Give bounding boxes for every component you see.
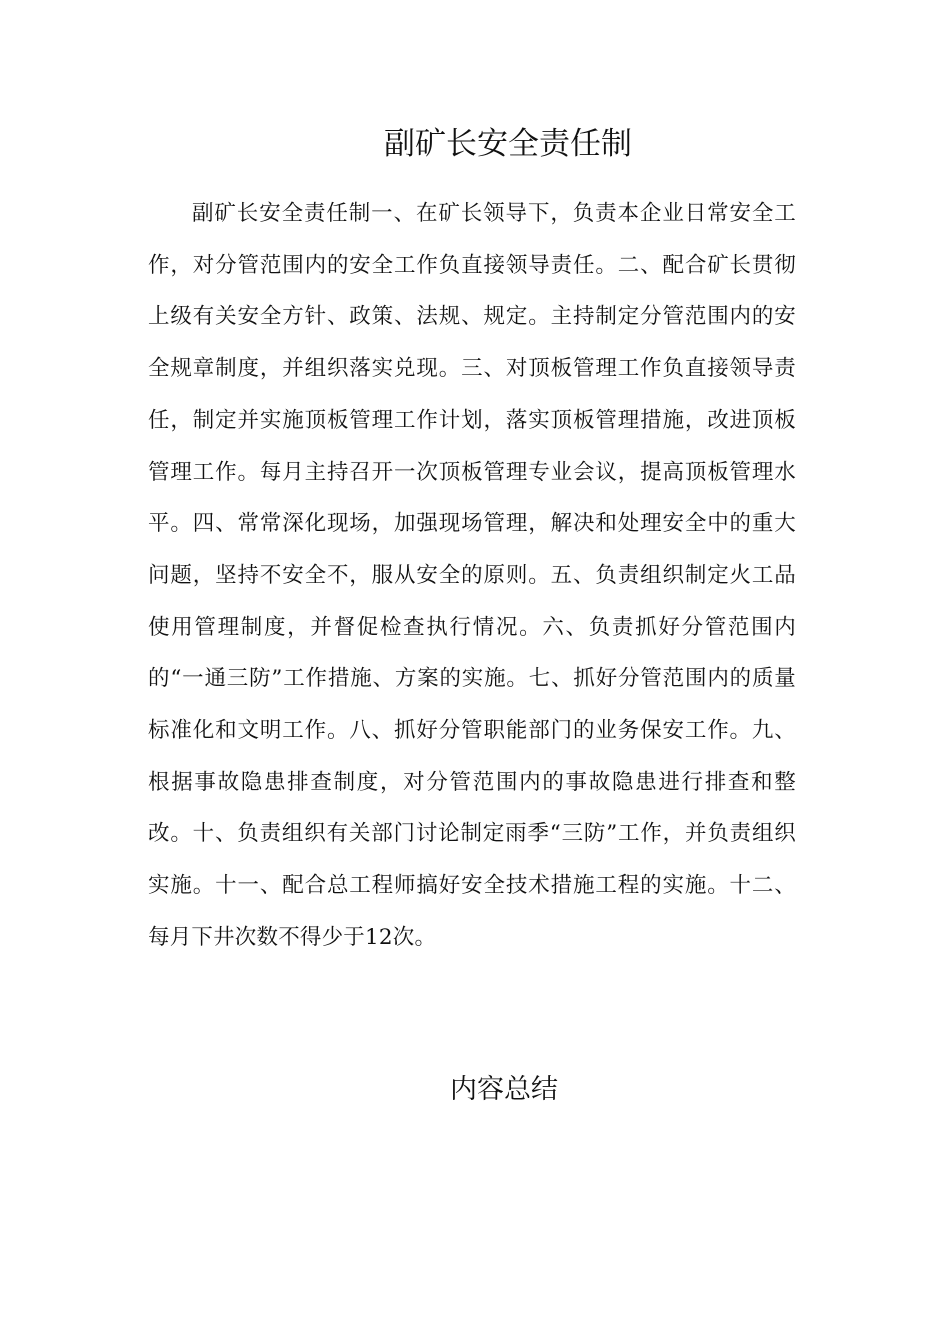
summary-heading: 内容总结	[450, 1074, 558, 1105]
document-body-paragraph: 副矿长安全责任制一、在矿长领导下，负责本企业日常安全工作，对分管范围内的安全工作负直接领导责任。二、配合矿长贯彻上级有关安全方针、政策、法规、规定。主持制定分管范围内的安全规章制度，并组织落实兑现。三、对顶板管理工作负直接领导责任，制定并实施顶板管理工作计划，落实顶板管理措施，改进顶板管理工作。每月主持召开一次顶板管理专业会议，提高顶板管理水平。四、常常深化现场，加强现场管理，解决和处理安全中的重大问题，坚持不安全不，服从安全的原则。五、负责组织制定火工品使用管理制度，并督促检查执行情况。六、负责抓好分管范围内的“一通三防”工作措施、方案的实施。七、抓好分管范围内的质量标准化和文明工作。八、抓好分管职能部门的业务保安工作。九、根据事故隐患排查制度，对分管范围内的事故隐患进行排查和整改。十、负责组织有关部门讨论制定雨季“三防”工作，并负责组织实施。十一、配合总工程师搞好安全技术措施工程的实施。十二、每月下井次数不得少于12次。	[148, 201, 796, 950]
document-title: 副矿长安全责任制	[384, 126, 632, 162]
